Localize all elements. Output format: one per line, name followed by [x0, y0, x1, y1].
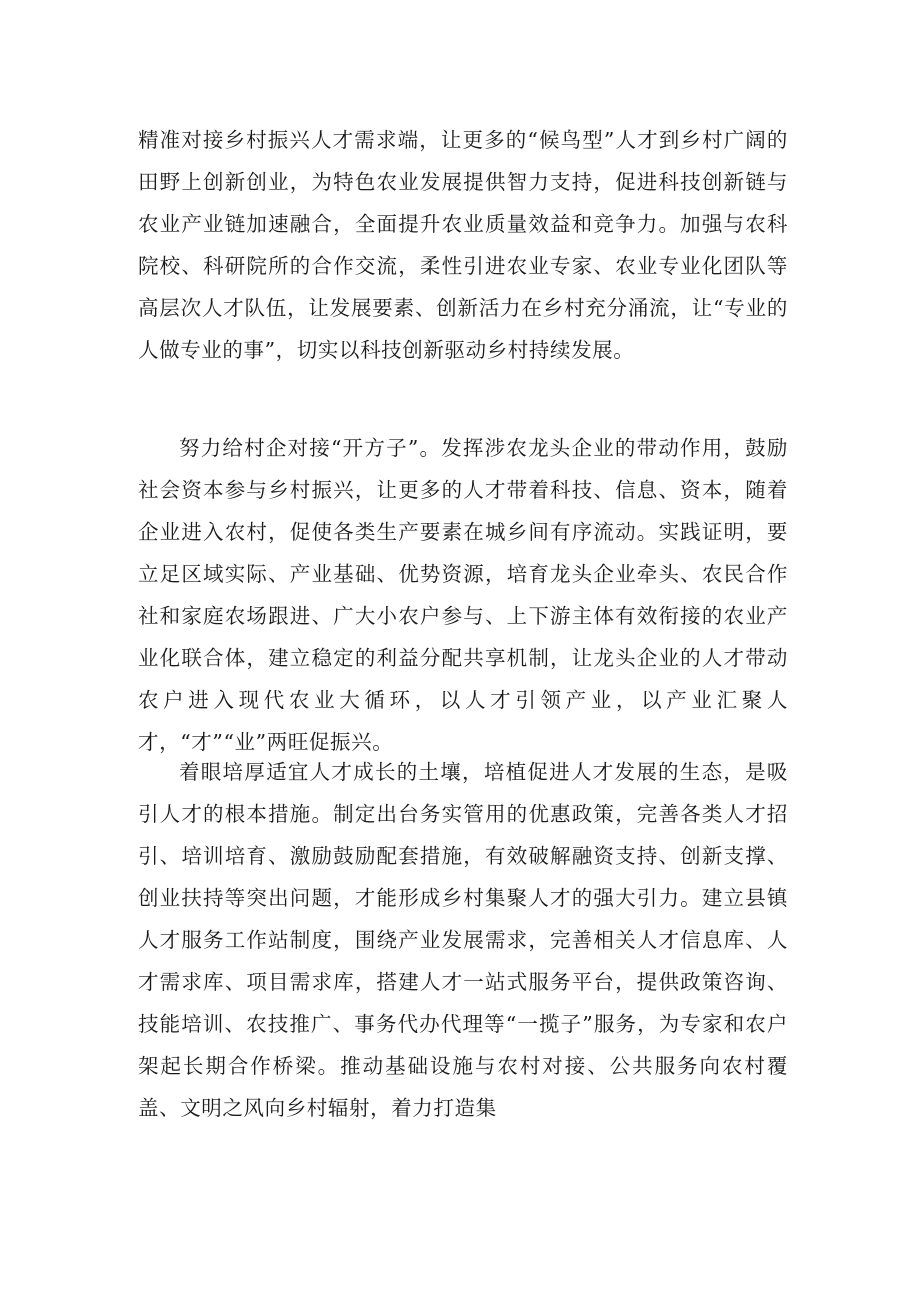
paragraph-talent-demand: 精准对接乡村振兴人才需求端，让更多的“候鸟型”人才到乡村广阔的田野上创新创业，为特色农业发展提供智力支持，促进科技创新链与农业产业链加速融合，全面提升农业质量效益和竞争力。加强与农科院校、科研院所的合作交流，柔性引进农业专家、农业专业化团队等高层次人才队伍，让发展要素、创新活力在乡村充分涌流，让“专业的人做专业的事”，切实以科技创新驱动乡村持续发展。 [138, 128, 788, 362]
paragraph-village-enterprise: 努力给村企对接“开方子”。发挥涉农龙头企业的带动作用，鼓励社会资本参与乡村振兴，让更多的人才带着科技、信息、资本，随着企业进入农村，促使各类生产要素在城乡间有序流动。实践证明，要立足区域实际、产业基础、优势资源，培育龙头企业牵头、农民合作社和家庭农场跟进、广大小农户参与、上下游主体有效衔接的农业产业化联合体，建立稳定的利益分配共享机制，让龙头企业的人才带动农户进入现代农业大循环，以人才引领产业，以产业汇聚人才，“才”“业”两旺促振兴。 [138, 436, 788, 754]
paragraph-talent-ecology: 着眼培厚适宜人才成长的土壤，培植促进人才发展的生态，是吸引人才的根本措施。制定出台务实管用的优惠政策，完善各类人才招引、培训培育、激励鼓励配套措施，有效破解融资支持、创新支撑、创业扶持等突出问题，才能形成乡村集聚人才的强大引力。建立县镇人才服务工作站制度，围绕产业发展需求，完善相关人才信息库、人才需求库、项目需求库，搭建人才一站式服务平台，提供政策咨询、技能培训、农技推广、事务代办代理等“一揽子”服务，为专家和农户架起长期合作桥梁。推动基础设施与农村对接、公共服务向农村覆盖、文明之风向乡村辐射，着力打造集 [138, 760, 788, 1120]
